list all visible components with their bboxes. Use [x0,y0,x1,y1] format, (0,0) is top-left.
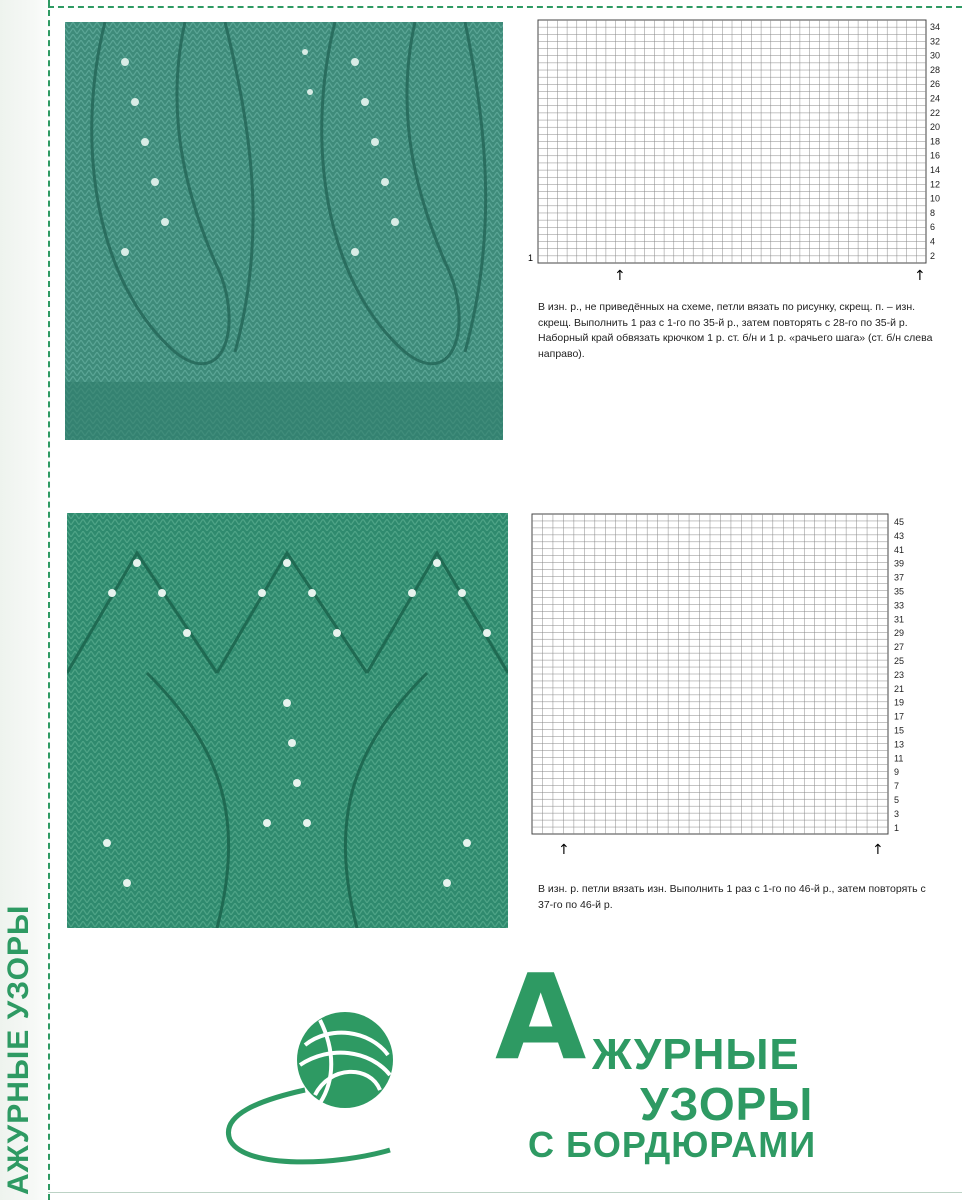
bottom-border [48,1192,962,1193]
chart1-row-number: 28 [930,64,941,75]
repeat-arrow-right-2: ↑ [872,842,884,858]
knit-photo-2 [67,513,508,928]
chart2-row-number: 17 [894,711,905,722]
brand-line-1: ЖУРНЫЕ [592,1030,800,1079]
chart2-row-number: 1 [894,822,900,833]
chart2-row-number: 15 [894,725,905,736]
chart2-row-number: 43 [894,530,905,541]
chart2-row-number: 21 [894,683,905,694]
chart1-row-number: 12 [930,179,941,190]
chart2-row-number: 35 [894,586,905,597]
repeat-arrow-left: ↑ [614,268,626,284]
repeat-arrow-left-2: ↑ [558,842,570,858]
chart1-row-number: 18 [930,136,941,147]
chart2-row-number: 27 [894,642,905,653]
repeat-arrow-right: ↑ [914,268,926,284]
chart2-row-number: 23 [894,669,905,680]
knitting-chart-2 [528,510,948,860]
chart2-row-number: 5 [894,795,900,805]
chart2-caption: В изн. р. петли вязать изн. Выполнить 1 раз с 1-го по 46-й р., затем повторять с 37-го по 46-й р. [538,883,926,911]
chart2-row-number: 9 [894,767,900,778]
chart2-row-number: 33 [894,600,905,611]
knit-photo-1 [65,22,503,440]
chart1-row-number: 16 [930,150,941,161]
chart2-row-number: 13 [894,739,905,750]
chart2-row-number: 7 [894,781,900,792]
chart1-row-number: 2 [930,250,936,261]
brand-big-letter: А [495,948,587,1086]
chart1-row-number: 34 [930,22,941,32]
chart1-caption: В изн. р., не приведённых на схеме, петли вязать по рисунку, скрещ. п. – изн. скрещ. Выполнить 1 раз с 1-го по 35-й р., затем повторять с 28-го по 35-й р. Наборный край обвязать крючком 1 р. ст. б/н и 1 р. «рачьего шага» (ст. б/н слева направо). [538,301,933,360]
chart1-row-number: 10 [930,193,941,204]
chart1-row-number: 26 [930,79,941,90]
chart1-row-number: 8 [930,207,936,218]
chart1-row-number: 6 [930,222,936,233]
chart2-row-number: 41 [894,544,905,555]
chart1-row-number: 32 [930,36,941,47]
chart2-row-number: 37 [894,572,905,583]
chart2-row-number: 3 [894,808,900,819]
brand-line-2: УЗОРЫ [640,1078,814,1130]
chart1-row-number: 30 [930,50,941,61]
chart1-row-number: 14 [930,165,941,175]
brand-line-3: С БОРДЮРАМИ [528,1124,817,1165]
top-border-dashed [48,6,962,8]
chart2-row-number: 19 [894,697,905,708]
chart1-row-number: 20 [930,122,941,133]
yarn-ball-logo [220,1005,410,1175]
chart2-row-number: 11 [894,753,904,764]
chart1-first-row-label: 1 [528,253,534,263]
chart1-row-number: 24 [930,93,941,104]
knitting-chart-1 [528,18,948,288]
side-section-title: АЖУРНЫЕ УЗОРЫ [2,904,35,1195]
chart2-row-number: 25 [894,656,905,666]
page-border-dashed [48,0,50,1200]
chart1-row-number: 4 [930,236,936,247]
chart2-row-number: 31 [894,614,905,625]
chart1-row-number: 22 [930,107,941,118]
chart2-row-number: 45 [894,517,905,527]
chart2-row-number: 29 [894,628,905,639]
chart2-row-number: 39 [894,558,905,569]
